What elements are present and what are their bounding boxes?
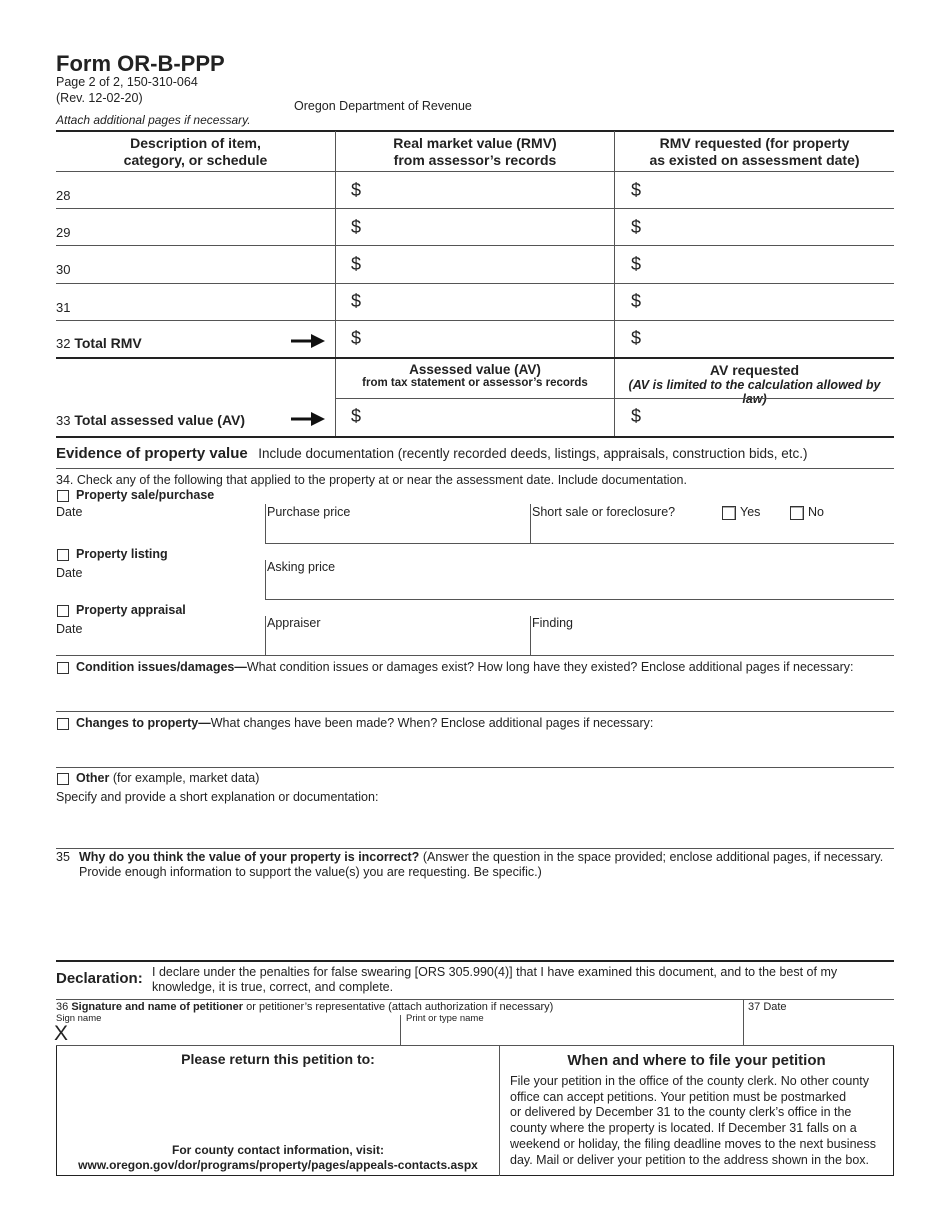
signature-field[interactable] (54, 1022, 399, 1045)
row-28-rule (56, 208, 894, 209)
q35-answer-area[interactable] (56, 884, 894, 958)
table-bottom-rule (56, 436, 894, 438)
header-rule (56, 171, 894, 172)
listing-rule (265, 599, 894, 600)
row-31-label: 31 (56, 300, 71, 315)
row-29-requested-field[interactable]: $ (631, 217, 642, 237)
table-top-rule (56, 130, 894, 132)
other-rule (56, 848, 894, 849)
other-checkbox[interactable] (57, 773, 69, 785)
appraisal-checkbox[interactable] (57, 605, 69, 617)
evidence-instruction: 34. Check any of the following that applied to the property at or near the assessment date. Include documentation. (56, 473, 687, 487)
changes-text-area[interactable] (56, 734, 894, 766)
declaration-text: I declare under the penalties for false swearing [ORS 305.990(4)] that I have examined this document, and to the best of my knowledge, it is true, correct, and complete. (152, 965, 838, 994)
row-30-requested-field[interactable]: $ (631, 254, 642, 274)
signature-label: 36 Signature and name of petitioner or petitioner’s representative (attach authorization if necessary) (56, 1001, 554, 1013)
short-sale-yes-label: Yes (740, 505, 761, 519)
listing-date-field[interactable]: Date (56, 566, 83, 580)
total-rmv-field[interactable]: $ (351, 328, 362, 348)
evidence-rule (56, 468, 894, 469)
date-divider (743, 999, 744, 1046)
arrow-right-icon (291, 334, 325, 348)
sale-date-field[interactable]: Date (56, 505, 83, 519)
total-rmv-requested-field[interactable]: $ (631, 328, 642, 348)
return-box (56, 1046, 500, 1176)
q35-question: Why do you think the value of your property is incorrect? (Answer the question in the space provided; enclose additional pages, if necessary. Provide enough information to support the value(s) you are requesting. Be specific.) (79, 850, 884, 879)
row-29-rmv-field[interactable]: $ (351, 217, 362, 237)
sale-rule (265, 543, 894, 544)
av-requested-header: AV requested (AV is limited to the calculation allowed by law) (628, 362, 881, 406)
col3-header: RMV requested (for property as existed on assessment date) (649, 135, 860, 168)
short-sale-label: Short sale or foreclosure? (532, 505, 676, 519)
finding-field[interactable]: Finding (532, 616, 573, 630)
appraisal-date-field[interactable]: Date (56, 622, 83, 636)
file-box-text: File your petition in the office of the county clerk. No other county office can accept petitions. Your petition must be postmarked or delivered by December 31 to the county clerk’s office in the county where the property is located. If December 31 falls on a weekend or holiday, the filing deadline moves to the next business day. Mail or deliver your petition to the address shown in the box. (510, 1074, 876, 1167)
col2-header: Real market value (RMV) from assessor’s records (393, 135, 557, 168)
table-divider-1 (335, 131, 336, 437)
row-31-rmv-field[interactable]: $ (351, 291, 362, 311)
row-28-label: 28 (56, 188, 71, 203)
declaration-top-rule (56, 960, 894, 962)
appraisal-rule (56, 655, 894, 656)
other-specify-label: Specify and provide a short explanation or documentation: (56, 790, 379, 804)
signature-divider (400, 1015, 401, 1046)
return-contact-url[interactable]: www.oregon.gov/dor/programs/property/pages/appeals-contacts.aspx (78, 1158, 478, 1172)
print-name-label: Print or type name (406, 1013, 484, 1024)
declaration-label: Declaration: (56, 970, 143, 987)
row-28-requested-field[interactable]: $ (631, 180, 642, 200)
arrow-right-icon (291, 412, 325, 426)
condition-checkbox[interactable] (57, 662, 69, 674)
row-30-rmv-field[interactable]: $ (351, 254, 362, 274)
listing-checkbox[interactable] (57, 549, 69, 561)
other-label: Other (for example, market data) (76, 771, 260, 785)
row-29-rule (56, 245, 894, 246)
file-box-title: When and where to file your petition (567, 1052, 826, 1069)
agency-name: Oregon Department of Revenue (294, 99, 472, 113)
signature-x-mark: X (54, 1022, 69, 1045)
listing-label: Property listing (76, 547, 168, 561)
file-box (500, 1046, 894, 1176)
date-label: 37 Date (748, 1001, 787, 1013)
declaration-rule (56, 999, 894, 1000)
sale-checkbox[interactable] (57, 490, 69, 502)
av-header: Assessed value (AV) from tax statement or assessor’s records (362, 362, 588, 389)
short-sale-yes-checkbox[interactable] (722, 506, 736, 520)
row-31-requested-field[interactable]: $ (631, 291, 642, 311)
print-name-field[interactable] (402, 1012, 742, 1045)
condition-text-area[interactable] (56, 678, 894, 710)
sale-divider-1 (265, 504, 266, 543)
av-header-rule (336, 398, 894, 399)
appraisal-divider-2 (530, 616, 531, 655)
appraisal-label: Property appraisal (76, 603, 186, 617)
condition-rule (56, 711, 894, 712)
bottom-box-divider (499, 1046, 500, 1176)
row-30-rule (56, 283, 894, 284)
appraisal-divider-1 (265, 616, 266, 655)
form-title: Form OR-B-PPP (56, 51, 225, 76)
return-contact-label: For county contact information, visit: (171, 1143, 384, 1157)
q35-number: 35 (56, 850, 70, 864)
short-sale-no-checkbox[interactable] (790, 506, 804, 520)
total-av-label: 33 Total assessed value (AV) (56, 412, 246, 428)
short-sale-no-label: No (808, 505, 824, 519)
changes-rule (56, 767, 894, 768)
asking-price-field[interactable]: Asking price (267, 560, 336, 574)
date-field[interactable] (745, 1001, 894, 1045)
row-32-rule (56, 357, 894, 359)
revision: (Rev. 12-02-20) (56, 91, 143, 105)
changes-label: Changes to property—What changes have been made? When? Enclose additional pages if necessary: (76, 716, 654, 730)
col1-header: Description of item, category, or schedule (123, 135, 268, 168)
page-line: Page 2 of 2, 150-310-064 (56, 75, 198, 89)
total-rmv-label: 32 Total RMV (56, 335, 142, 351)
row-29-label: 29 (56, 225, 71, 240)
sale-label: Property sale/purchase (76, 488, 215, 502)
return-box-title: Please return this petition to: (181, 1051, 375, 1067)
sign-name-label: Sign name (56, 1013, 102, 1024)
changes-checkbox[interactable] (57, 718, 69, 730)
attach-note: Attach additional pages if necessary. (56, 113, 251, 127)
appraiser-field[interactable]: Appraiser (267, 616, 321, 630)
sale-divider-2 (530, 504, 531, 543)
row-28-rmv-field[interactable]: $ (351, 180, 362, 200)
row-31-rule (56, 320, 894, 321)
other-text-area[interactable] (56, 808, 894, 846)
total-av-field[interactable]: $ (351, 406, 362, 426)
listing-divider (265, 560, 266, 599)
total-av-requested-field[interactable]: $ (631, 406, 642, 426)
row-30-label: 30 (56, 262, 71, 277)
evidence-heading: Evidence of property value Include documentation (recently recorded deeds, listings, appraisals, construction bids, etc.) (56, 445, 808, 462)
purchase-price-field[interactable]: Purchase price (267, 505, 351, 519)
condition-label: Condition issues/damages—What condition issues or damages exist? How long have they existed? Enclose additional pages if necessary: (76, 660, 854, 674)
